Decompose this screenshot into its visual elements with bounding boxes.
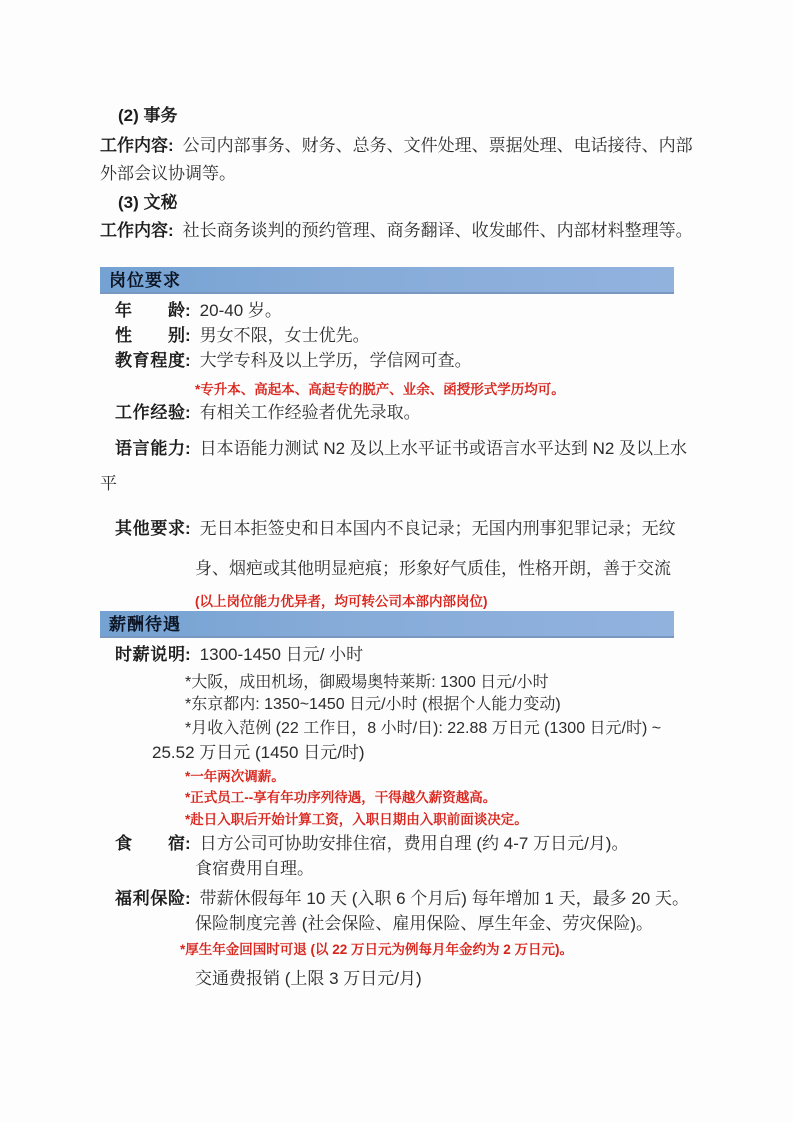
label-colon: : (185, 645, 191, 664)
other-value-wrap: 身、烟疤或其他明显疤痕；形象好气质佳，性格开朗，善于交流 (195, 559, 671, 578)
label-colon: : (185, 351, 191, 370)
label-colon: : (185, 834, 191, 853)
wage-detail-osaka: *大阪，成田机场，御殿場奥特莱斯: 1300 日元/小时 (185, 674, 549, 691)
language-value-wrap: 平 (100, 474, 117, 493)
field-label: 时薪说明 (115, 645, 185, 664)
field-label: 教育程度 (115, 351, 185, 370)
field-value: 无日本拒签史和日本国内不良记录；无国内刑事犯罪记录；无纹 (199, 519, 676, 538)
wage-red-note-2: *正式员工--享有年功序列待遇，干得越久薪资越高。 (185, 790, 497, 805)
field-value: 有相关工作经验者优先录取。 (199, 403, 421, 422)
label-colon: : (185, 403, 191, 422)
field-value: 1300-1450 日元/ 小时 (199, 645, 364, 664)
field-label: 语言能力 (115, 439, 185, 458)
label-colon: : (168, 136, 174, 155)
job-type-3-title: (3) 文秘 (118, 193, 178, 212)
field-label: 工作内容 (100, 221, 168, 240)
job-type-2-content (100, 135, 693, 157)
field-label: 福利保险 (115, 889, 185, 908)
label-colon: : (185, 519, 191, 538)
salary-row-welfare (100, 888, 693, 910)
field-label: 性别 (115, 326, 185, 345)
welfare-insurance-detail: 保险制度完善 (社会保险、雇用保险、厚生年金、劳灾保险)。 (195, 914, 654, 933)
label-colon: : (185, 439, 191, 458)
field-value: 20-40 岁。 (199, 301, 282, 320)
education-red-note: *专升本、高起本、高起专的脱产、业余、函授形式学历均可。 (195, 382, 565, 397)
wage-detail-monthly-example-wrap: 25.52 万日元 (1450 日元/时) (152, 743, 365, 762)
other-red-note: (以上岗位能力优异者，均可转公司本部内部岗位) (195, 594, 488, 609)
job-type-2-title: (2) 事务 (118, 106, 178, 125)
wage-red-note-3: *赴日入职后开始计算工资，入职日期由入职前面谈决定。 (185, 812, 528, 827)
field-value: 男女不限，女士优先。 (199, 326, 370, 345)
field-value: 日方公司可协助安排住宿，费用自理 (约 4-7 万日元/月)。 (199, 834, 629, 853)
job-type-3-content (100, 220, 693, 242)
requirements-section (100, 300, 693, 611)
field-label: 工作内容 (100, 136, 168, 155)
wage-detail-tokyo: *东京都内: 1350~1450 日元/小时 (根据个人能力变动) (185, 696, 561, 713)
field-label: 年龄 (115, 301, 185, 320)
welfare-red-note: *厚生年金回国时可退 (以 22 万日元为例每月年金约为 2 万日元)。 (180, 942, 574, 957)
requirement-row-gender (100, 325, 693, 347)
requirement-row-experience (100, 402, 693, 424)
label-colon: : (185, 889, 191, 908)
field-value: 带薪休假每年 10 天 (入职 6 个月后) 每年增加 1 天，最多 20 天。 (199, 889, 689, 908)
requirement-row-language (100, 438, 693, 460)
field-value: 大学专科及以上学历，学信网可查。 (199, 351, 472, 370)
salary-row-wage (100, 644, 693, 666)
field-value: 社长商务谈判的预约管理、商务翻译、收发邮件、内部材料整理等。 (182, 221, 693, 240)
label-colon: : (168, 221, 174, 240)
field-label: 食宿 (115, 834, 185, 853)
section-header-requirements: 岗位要求 (100, 267, 674, 294)
board-detail: 食宿费用自理。 (195, 859, 314, 878)
label-colon: : (185, 326, 191, 345)
section-header-salary: 薪酬待遇 (100, 611, 674, 638)
job-type-2-content-wrap: 外部会议协调等。 (100, 164, 236, 183)
wage-detail-monthly-example: *月收入范例 (22 工作日，8 小时/日): 22.88 万日元 (1300 日元/时) ~ (185, 720, 662, 737)
field-label: 其他要求 (115, 519, 185, 538)
requirement-row-education (100, 350, 693, 372)
salary-section (100, 644, 693, 990)
wage-red-note-1: *一年两次调薪。 (185, 769, 285, 784)
field-value: 公司内部事务、财务、总务、文件处理、票据处理、电话接待、内部 (182, 136, 693, 155)
requirement-row-other (100, 518, 693, 540)
field-value: 日本语能力测试 N2 及以上水平证书或语言水平达到 N2 及以上水 (199, 439, 688, 458)
welfare-transport-detail: 交通费报销 (上限 3 万日元/月) (195, 969, 422, 988)
label-colon: : (185, 301, 191, 320)
field-label: 工作经验 (115, 403, 185, 422)
salary-row-board (100, 833, 693, 855)
requirement-row-age (100, 300, 693, 322)
